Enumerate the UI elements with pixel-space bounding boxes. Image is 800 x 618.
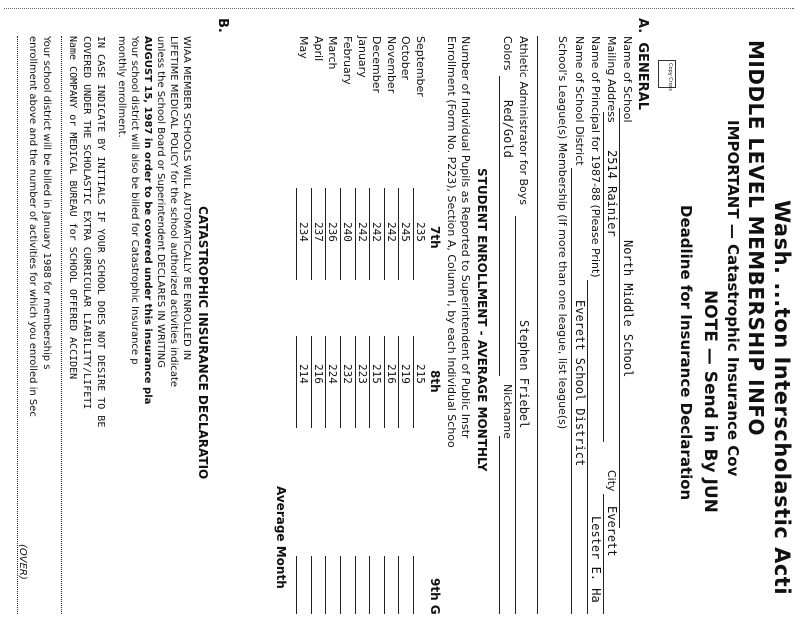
average-monthly-label: Average Month (274, 486, 288, 589)
enrollment-cell-line (311, 336, 312, 428)
enrollment-7th-value[interactable]: 236 (326, 222, 340, 242)
principal-line (587, 280, 588, 614)
enrollment-cell-line (325, 556, 326, 614)
section-b-dotted-line-1 (61, 36, 62, 614)
col-header-7th: 7th (428, 226, 442, 249)
athletic-admin-line (515, 216, 516, 614)
section-b-line-3: unless the School Board or Superintendent DECLARES IN WRITING (155, 36, 166, 369)
league-line (537, 36, 538, 614)
enrollment-7th-value[interactable]: 245 (399, 222, 413, 242)
enrollment-8th-value[interactable]: 214 (297, 364, 311, 384)
enrollment-7th-value[interactable]: 240 (341, 222, 354, 242)
city-label: City (605, 470, 618, 492)
city-line (603, 494, 604, 614)
district-line (571, 168, 572, 614)
enrollment-cell-line (325, 188, 326, 280)
corner-stamp-label: Copy Cross (667, 63, 673, 91)
enrollment-month-label: January (355, 36, 369, 78)
district-label: Name of School District (573, 36, 586, 166)
enrollment-intro-line1: Number of Individual Pupils as Reported to Superintendent of Public Instr (459, 36, 472, 439)
section-b-dotted-line-2 (17, 36, 18, 614)
col-header-9th: 9th G (428, 578, 442, 615)
billing-line-2: enrollment above and the number of activities for which you enrolled in Sec (27, 36, 38, 417)
enrollment-cell-line (398, 556, 399, 614)
enrollment-8th-value[interactable]: 224 (326, 364, 340, 384)
col-header-8th: 8th (428, 370, 442, 393)
form-title-line2: MIDDLE LEVEL MEMBERSHIP INFO (744, 40, 768, 436)
enrollment-cell-line (369, 188, 370, 280)
enrollment-cell-line (384, 336, 385, 428)
enrollment-cell-line (369, 556, 370, 614)
district-value[interactable]: Everett School District (573, 300, 587, 467)
billing-line-1: Your school district will be billed in January 1988 for membership s (41, 36, 52, 370)
athletic-admin-value[interactable]: Stephen Friebel (517, 320, 531, 429)
enrollment-7th-value[interactable]: 234 (297, 222, 311, 242)
enrollment-month-label: March (326, 36, 340, 70)
over-marker: (OVER) (17, 544, 28, 580)
section-b-heading: CATASTROPHIC INSURANCE DECLARATIO (196, 206, 210, 480)
enrollment-month-label: April (311, 36, 325, 62)
enrollment-cell-line (384, 556, 385, 614)
form-title-line1: Wash. ...ton Interscholastic Acti (770, 200, 794, 596)
colors-line (499, 76, 500, 376)
enrollment-cell-line (311, 556, 312, 614)
section-b-caps-line-1: IN CASE INDICATE BY INITIALS IF YOUR SCHOOL DOES NOT DESIRE TO BE (95, 36, 106, 428)
enrollment-cell-line (340, 336, 341, 428)
mailing-address-line (603, 112, 604, 442)
mailing-address-value[interactable]: 2514 Rainier (605, 150, 619, 237)
enrollment-8th-value[interactable]: 215 (370, 364, 384, 384)
name-of-school-line (619, 108, 620, 528)
corner-stamp (658, 60, 676, 91)
enrollment-cell-line (369, 336, 370, 428)
enrollment-7th-value[interactable]: 235 (414, 222, 427, 242)
enrollment-8th-value[interactable]: 223 (355, 364, 369, 384)
enrollment-cell-line (398, 336, 399, 428)
section-b-caps-line-3: Name COMPANY or MEDICAL BUREAU for SCHOOL OFFERED ACCIDEN (67, 36, 78, 380)
principal-value[interactable]: Lester E. Ha (589, 516, 603, 603)
enrollment-8th-value[interactable]: 215 (414, 364, 427, 384)
deadline-notice: Deadline for Insurance Declaration (677, 205, 695, 501)
enrollment-cell-line (413, 188, 414, 280)
enrollment-month-label: February (341, 36, 354, 85)
section-a-title: GENERAL (635, 42, 650, 110)
name-of-school-label: Name of School (621, 36, 634, 123)
enrollment-8th-value[interactable]: 216 (311, 364, 325, 384)
enrollment-cell-line (325, 336, 326, 428)
enrollment-month-label: November (384, 36, 398, 94)
enrollment-cell-line (311, 188, 312, 280)
city-value[interactable]: Everett (605, 506, 619, 557)
enrollment-cell-line (296, 336, 297, 428)
colors-value[interactable]: Red/Gold (501, 100, 515, 158)
enrollment-cell-line (340, 188, 341, 280)
enrollment-month-label: October (399, 36, 413, 81)
enrollment-cell-line (355, 188, 356, 280)
enrollment-7th-value[interactable]: 242 (384, 222, 398, 242)
enrollment-7th-value[interactable]: 242 (355, 222, 369, 242)
section-b-letter: B. (215, 18, 230, 33)
important-notice: IMPORTANT — Catastrophic Insurance Cov (724, 120, 742, 477)
enrollment-7th-value[interactable]: 237 (311, 222, 325, 242)
enrollment-cell-line (296, 188, 297, 280)
section-b-line-1: WIAA MEMBER SCHOOLS WILL AUTOMATICALLY BE ENROLLED IN (181, 36, 192, 361)
section-b-line-5: Your school district will also be billed for Catastrophic Insurance p (129, 36, 140, 365)
enrollment-7th-value[interactable]: 242 (370, 222, 384, 242)
note-notice: NOTE — Send in By JUN (700, 290, 720, 513)
enrollment-8th-value[interactable]: 219 (399, 364, 413, 384)
name-of-school-value[interactable]: North Middle School (621, 240, 635, 378)
enrollment-cell-line (355, 336, 356, 428)
enrollment-cell-line (413, 336, 414, 428)
nickname-label: Nickname (501, 384, 514, 439)
enrollment-cell-line (384, 188, 385, 280)
enrollment-month-label: September (414, 36, 427, 97)
colors-label: Colors (501, 36, 514, 71)
enrollment-cell-line (413, 556, 414, 614)
section-b-line-6: monthly enrollment. (116, 36, 127, 138)
enrollment-month-label: May (297, 36, 311, 59)
enrollment-intro-line2: Enrollment (Form No. P223), Section A, Column I, by each Individual Schoo (445, 36, 458, 448)
punch-margin (4, 8, 794, 9)
nickname-line (499, 436, 500, 614)
section-b-line-4: AUGUST 15, 1987 in order to be covered under this insurance pla (142, 36, 153, 405)
enrollment-8th-value[interactable]: 216 (384, 364, 398, 384)
enrollment-cell-line (340, 556, 341, 614)
mailing-address-label: Mailing Address (605, 36, 618, 123)
section-a-heading (635, 18, 650, 110)
enrollment-cell-line (398, 188, 399, 280)
enrollment-8th-value[interactable]: 232 (341, 364, 354, 384)
enrollment-cell-line (355, 556, 356, 614)
enrollment-month-label: December (370, 36, 384, 94)
athletic-admin-label: Athletic Administrator for Boys (517, 36, 530, 205)
principal-label: Name of Principal for 1987-88 (Please Print) (589, 36, 602, 278)
section-a-letter: A. (635, 18, 650, 34)
enrollment-cell-line (296, 556, 297, 614)
enrollment-heading: STUDENT ENROLLMENT - AVERAGE MONTHLY (475, 168, 489, 472)
league-label: School's League(s) Membership (If more than one league, list league(s) (556, 36, 569, 430)
section-b-line-2: LIFETIME MEDICAL POLICY for the school authorized activities indicate (168, 36, 179, 388)
section-b-caps-line-2: COVERED UNDER THE SCHOLASTIC EXTRA CURRICULAR LIABILITY/LIFETI (81, 36, 92, 410)
